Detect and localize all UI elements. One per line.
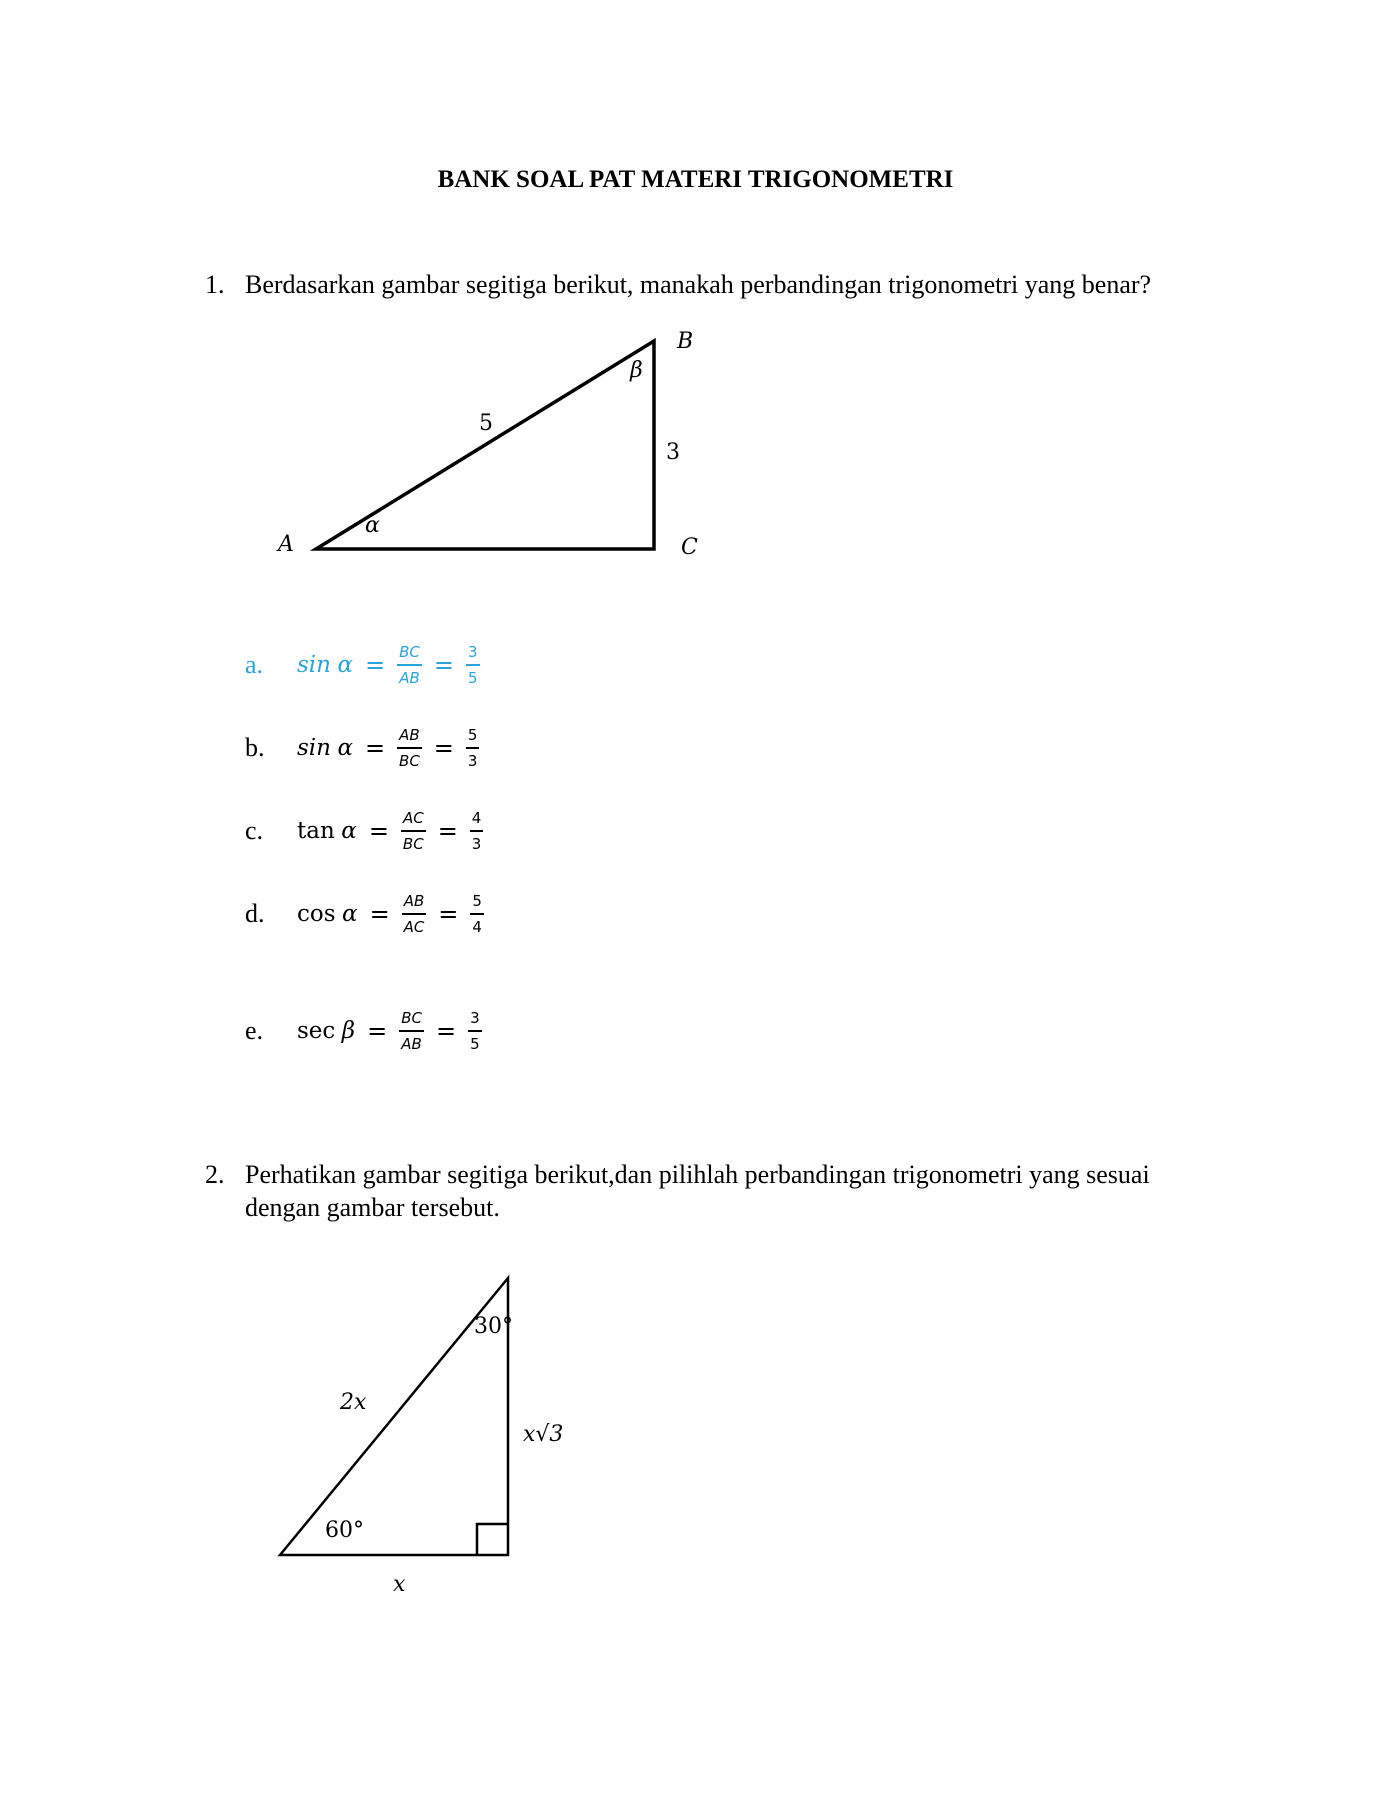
question-2-number: 2. [205, 1160, 225, 1189]
option-d[interactable]: d. cos α = $\frac{AB}{AC}$ = $\frac{5}{4}$ [245, 892, 482, 936]
option-letter: d. [245, 899, 265, 928]
vertex-label-b: B [677, 329, 694, 354]
value-fraction: $\frac{4}{3}$ [471, 809, 482, 853]
side-label-vertical-x-root3: x√3 [523, 1422, 564, 1447]
ratio-fraction: $\frac{AB}{BC}$ [399, 726, 420, 770]
side-label-opposite: 3 [666, 440, 680, 465]
value-fraction: $\frac{3}{5}$ [468, 643, 478, 687]
angle-label-30: 30° [474, 1314, 513, 1339]
value-fraction: $\frac{5}{3}$ [467, 726, 478, 770]
side-label-hypotenuse: 5 [479, 411, 493, 436]
ratio-fraction: $\frac{BC}{AB}$ [401, 1009, 422, 1053]
option-c[interactable]: c. tan α = $\frac{AC}{BC}$ = $\frac{4}{3}$ [245, 809, 482, 853]
question-2-text-line2: dengan gambar tersebut. [245, 1193, 500, 1222]
question-1-number: 1. [205, 270, 225, 299]
question-2-text-line1: Perhatikan gambar segitiga berikut,dan pilihlah perbandingan trigonometri yang sesuai [245, 1160, 1150, 1189]
right-angle-marker [477, 1524, 508, 1555]
option-letter: a. [245, 650, 264, 679]
option-e[interactable]: e. sec β = $\frac{BC}{AB}$ = $\frac{3}{5}$ [245, 1009, 480, 1053]
page-title: BANK SOAL PAT MATERI TRIGONOMETRI [437, 166, 954, 193]
option-letter: e. [245, 1016, 264, 1045]
value-fraction: $\frac{3}{5}$ [470, 1009, 480, 1053]
option-a[interactable]: a. sin α = $\frac{BC}{AB}$ = $\frac{3}{5}$ [245, 643, 478, 687]
option-letter: c. [245, 816, 264, 845]
side-label-base-x: x [393, 1572, 406, 1597]
side-label-hypotenuse-2x: 2x [340, 1390, 367, 1415]
vertex-label-a: A [278, 532, 294, 557]
ratio-fraction: $\frac{BC}{AB}$ [399, 643, 420, 687]
angle-label-60: 60° [325, 1518, 364, 1543]
ratio-fraction: $\frac{AC}{BC}$ [402, 809, 424, 853]
angle-label-alpha: α [365, 513, 380, 538]
angle-label-beta: β [630, 358, 643, 383]
vertex-label-c: C [681, 535, 698, 560]
option-b[interactable]: b. sin α = $\frac{AB}{BC}$ = $\frac{5}{3}$ [245, 726, 478, 770]
value-fraction: $\frac{5}{4}$ [472, 892, 482, 936]
question-1-text: Berdasarkan gambar segitiga berikut, manakah perbandingan trigonometri yang benar? [245, 270, 1152, 299]
ratio-fraction: $\frac{AB}{AC}$ [403, 892, 425, 936]
option-letter: b. [245, 733, 265, 762]
